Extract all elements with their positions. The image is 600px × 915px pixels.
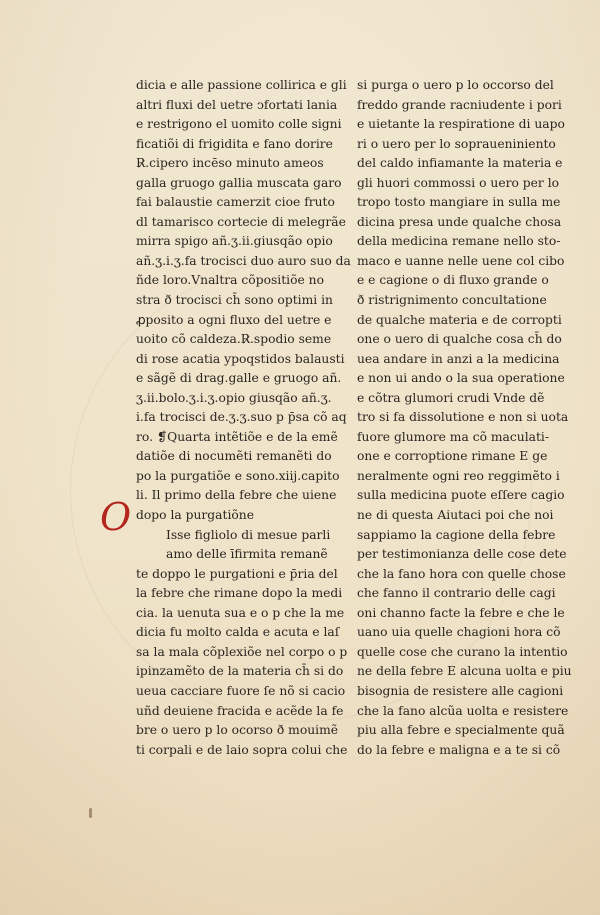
- text-line: de qualche materia e de corropti: [357, 312, 562, 327]
- text-line: tro si fa dissolutione e non si uota: [357, 410, 569, 425]
- text-line: del caldo infiamante la materia e: [357, 156, 563, 171]
- text-line: ficatiõi di frigidita e fano dorire: [136, 136, 333, 151]
- text-line: galla gruogo gallia muscata garo: [136, 175, 342, 190]
- text-line: quelle cose che curano la intentio: [357, 644, 568, 659]
- text-line: sappiamo la cagione della febre: [357, 527, 556, 542]
- text-line: cia. la uenuta sua e o p che la me: [136, 605, 345, 620]
- text-line: R̷.cipero incēso minuto ameos: [136, 156, 324, 171]
- text-line: che la fano alcũa uolta e resistere: [357, 703, 569, 718]
- text-line: che fanno il contrario delle cagi: [357, 586, 556, 601]
- text-line: datiõe di nocumẽti remanẽti do: [136, 449, 332, 464]
- text-line: one e corroptione rimane E ge: [357, 449, 548, 464]
- text-line: della medicina remane nello sto-: [357, 234, 561, 249]
- text-line: si purga o uero p lo occorso del: [357, 78, 554, 92]
- text-line: che la fano hora con quelle chose: [357, 566, 566, 581]
- left-text-column: [136, 76, 351, 760]
- text-line: oni channo facte la febre e che le: [357, 605, 565, 620]
- text-line: freddo grande racniudente i pori: [357, 97, 562, 112]
- text-line: ti corpali e de laio sopra colui che: [136, 742, 348, 757]
- text-line: ꝓposito a ogni fluxo del uetre e: [136, 312, 332, 327]
- text-line: Isse figliolo di mesue parli: [166, 527, 331, 542]
- text-line: añ.ʒ.i.ʒ.fa trocisci duo auro suo da: [136, 253, 351, 268]
- text-line: tropo tosto mangiare in sulla me: [357, 195, 561, 210]
- text-line: neralmente ogni reo reggimẽto i: [357, 468, 560, 483]
- text-line: fai balaustie camerzit cioe fruto: [136, 195, 335, 210]
- text-line: ð ristrignimento concultatione: [357, 293, 547, 308]
- right-text-column: [357, 76, 572, 760]
- text-line: uea andare in anzi a la medicina: [357, 351, 560, 366]
- text-line: e non ui ando o la sua operatione: [357, 371, 565, 386]
- red-initial-letter: O: [100, 495, 132, 539]
- text-line: one o uero di qualche cosa ch̄ do: [357, 332, 562, 347]
- text-line: e uietante la respiratione di uapo: [357, 117, 565, 132]
- text-line: po la purgatiõe e sono.xiij.capito: [136, 468, 340, 483]
- text-line: e e cagione o di fluxo grande o: [357, 273, 549, 288]
- text-line: la febre che rimane dopo la medi: [136, 586, 343, 601]
- text-line: sulla medicina puote eſſere cagio: [357, 488, 565, 503]
- text-line: maco e uanne nelle uene col cibo: [357, 253, 565, 268]
- text-line: dopo la purgatiõne: [136, 508, 254, 523]
- text-line: bisognia de resistere alle cagioni: [357, 683, 564, 698]
- text-line: dicina presa unde qualche chosa: [357, 214, 562, 229]
- text-line: mirra spigo añ.ʒ.ii.giusqão opio: [136, 234, 333, 249]
- paper-stain: [89, 808, 92, 818]
- text-line: uoito cõ caldeza.R̷.spodio seme: [136, 332, 332, 347]
- text-line: ueua cacciare fuore ſe nõ si cacio: [136, 683, 346, 698]
- text-line: dicia e alle passione collirica e gli: [136, 78, 347, 92]
- text-line: ʒ.ii.bolo.ʒ.i.ʒ.opio giusqão añ.ʒ.: [136, 390, 332, 405]
- text-line: te doppo le purgationi e p̄ria del: [136, 566, 338, 581]
- text-line: e restrigono el uomito colle signi: [136, 117, 342, 132]
- text-line: per testimonianza delle cose dete: [357, 547, 567, 562]
- text-line: dl tamarisco cortecie di melegrãe: [136, 214, 346, 229]
- text-line: amo delle īfirmita remanẽ: [166, 547, 328, 562]
- text-line: gli huori commossi o uero per lo: [357, 175, 560, 190]
- text-line: ri o uero per lo sopraueniniento: [357, 136, 556, 151]
- text-line: i.fa trocisci de.ʒ.ʒ.suo p p̄sa cõ aq: [136, 410, 347, 425]
- text-line: do la febre e maligna e a te si cõ: [357, 742, 561, 757]
- text-line: ñde loro.Vnaltra cõpositiõe no: [136, 273, 325, 288]
- text-line: piu alla febre e specialmente quã: [357, 723, 565, 738]
- text-line: dicia fu molto calda e acuta e laſ: [136, 625, 340, 640]
- text-line: sa la mala cõplexiõe nel corpo o p: [136, 644, 348, 659]
- text-line: li. Il primo della febre che uiene: [136, 488, 337, 503]
- text-line: ne di questa Aiutaci poi che noi: [357, 508, 554, 523]
- text-line: uñd deuiene fracida e acẽde la fe: [136, 703, 344, 718]
- text-line: e sãgẽ di drag.galle e gruogo añ.: [136, 371, 342, 386]
- text-line: e cõtra glumori crudi Vnde dẽ: [357, 390, 545, 405]
- text-line: ne della febre E alcuna uolta e piu: [357, 664, 572, 679]
- text-line: bre o uero p lo ocorso ð mouimẽ: [136, 723, 339, 738]
- text-line: ro. ❡Quarta intẽtiõe e de la emẽ: [136, 429, 338, 444]
- text-line: uano uia quelle chagioni hora cõ: [357, 625, 561, 640]
- text-line: stra ð trocisci ch̄ sono optimi in: [136, 293, 333, 308]
- text-line: ipinzamẽto de la materia ch̄ si do: [136, 664, 344, 679]
- text-line: fuore glumore ma cõ maculati-: [357, 429, 549, 444]
- text-line: di rose acatia ypoqstidos balausti: [136, 351, 345, 366]
- text-line: altri fluxi del uetre ↄfortati lania: [136, 97, 338, 112]
